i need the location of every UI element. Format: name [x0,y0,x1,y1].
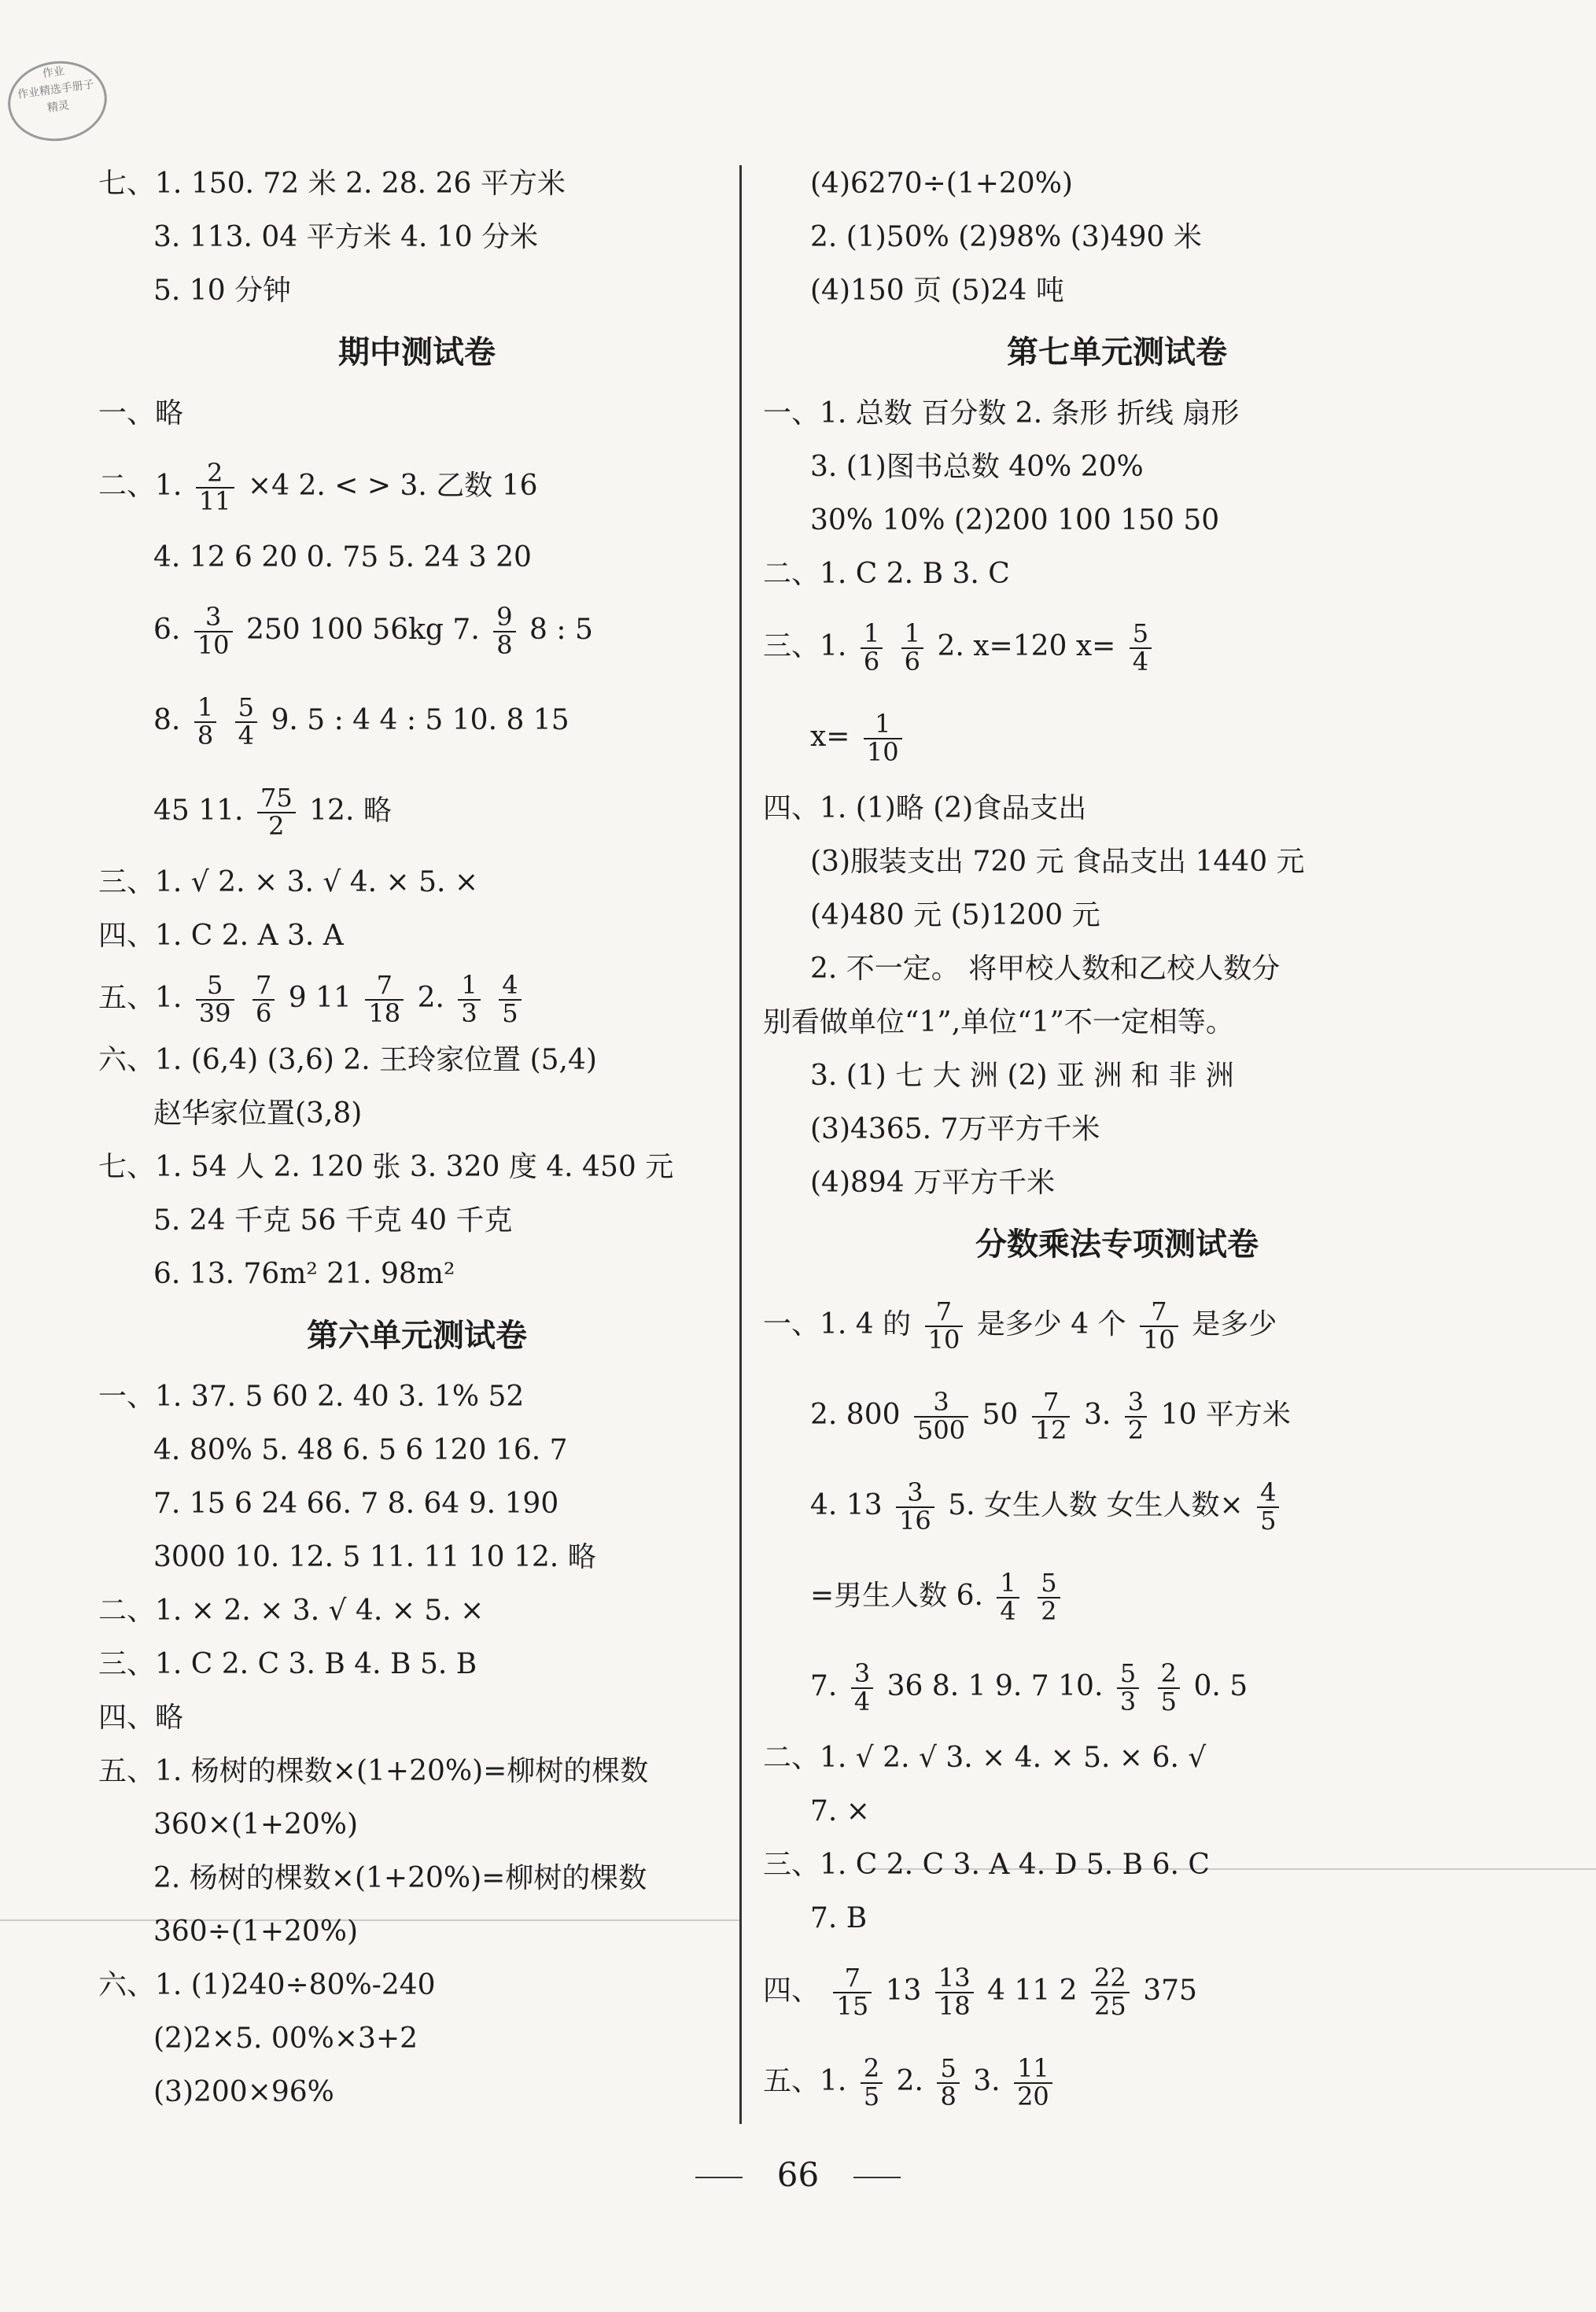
numerator: 3 [194,604,233,632]
denominator: 6 [255,998,272,1028]
numerator: 1 [458,972,480,1001]
footer-dash [695,2177,743,2178]
fraction [1140,1296,1178,1355]
answer-text: 五、1. [98,982,182,1014]
fraction [257,785,296,839]
fraction [196,460,234,514]
answer-line: 7. × [810,1795,870,1827]
answer-text: 一、1. 4 的 [763,1308,912,1340]
numerator: 75 [257,785,296,813]
denominator: 3 [461,998,477,1028]
answer-line: 6. 13. 76m² 21. 98m² [153,1258,455,1290]
answer-line [98,765,735,856]
answer-line: 三、1. √ 2. × 3. √ 4. × 5. × [98,866,479,898]
answer-text: 3. [1083,1399,1111,1431]
answer-line: 二、1. C 2. B 3. C [763,558,1010,590]
answer-text: 0. 5 [1193,1670,1248,1702]
numerator: 3 [851,1661,873,1689]
fraction [194,604,233,658]
numerator: 2 [196,460,234,489]
footer-dash [853,2177,901,2178]
answer-line: 3. (1) 七 大 洲 (2) 亚 洲 和 非 洲 [810,1060,1234,1092]
numerator: 7 [1140,1299,1178,1327]
answer-line [763,1370,1471,1460]
fraction [896,1477,934,1536]
answer-text: 45 11. [153,795,244,827]
fraction [235,692,257,750]
fraction [833,1965,872,2019]
answer-line: 7. B [810,1902,868,1934]
denominator: 16 [899,1506,931,1536]
answer-line: 四、1. (1)略 (2)食品支出 [763,792,1087,824]
denominator: 15 [836,1991,869,2021]
answer-line: 赵华家位置(3,8) [153,1097,363,1130]
denominator: 10 [866,737,899,767]
answer-line: 七、1. 54 人 2. 120 张 3. 320 度 4. 450 元 [98,1151,674,1183]
denominator: 4 [238,721,254,750]
answer-line: 4. 80% 5. 48 6. 5 6 120 16. 7 [153,1434,568,1466]
answer-line: 三、1. C 2. C 3. B 4. B 5. B [98,1648,477,1680]
fraction [901,618,923,677]
answer-line: 30% 10% (2)200 100 150 50 [810,504,1220,537]
answer-text: 250 100 56kg 7. [245,614,480,646]
answer-line: (4)150 页 (5)24 吨 [810,275,1064,307]
denominator: 5 [863,2082,880,2111]
answer-line [763,1945,1471,2036]
answer-line [763,1641,1471,1731]
answer-line: (4)894 万平方千米 [810,1167,1056,1199]
numerator: 7 [365,972,404,1001]
answer-text: 五、1. [763,2065,847,2097]
denominator: 500 [916,1415,966,1445]
fraction [935,1965,974,2019]
answer-text: 375 [1143,1975,1197,2007]
section-heading: 分数乘法专项测试卷 [975,1226,1259,1263]
denominator: 2 [1127,1415,1144,1445]
answer-line: 六、1. (1)240÷80%-240 [98,1969,436,2001]
answer-line: 别看做单位“1”,单位“1”不一定相等。 [763,1006,1234,1038]
answer-text: 13 [885,1975,922,2007]
answer-line [98,584,735,675]
fraction [914,1389,968,1444]
answer-text: ×4 2. < > 3. 乙数 16 [247,470,538,502]
numerator: 2 [1158,1661,1180,1689]
answer-text: 是多少 4 个 [976,1308,1126,1340]
denominator: 8 [496,630,513,660]
answer-line: 2. 杨树的棵数×(1+20%)=柳树的棵数 [153,1862,647,1894]
numerator: 1 [194,695,216,723]
stamp-line-3: 精灵 [46,99,71,115]
numerator: 2 [861,2056,883,2084]
answer-text: 4 11 2 [987,1975,1078,2007]
answer-line [763,1279,1471,1370]
answer-line: 360×(1+20%) [153,1809,359,1841]
denominator: 5 [502,998,518,1028]
answer-line: 一、1. 总数 百分数 2. 条形 折线 扇形 [763,397,1240,430]
fraction [1091,1965,1130,2019]
answer-text: 2. [417,982,444,1014]
answer-line: (4)6270÷(1+20%) [810,168,1073,200]
denominator: 5 [1160,1687,1178,1716]
numerator: 7 [252,972,275,1001]
answer-line: 一、1. 37. 5 60 2. 40 3. 1% 52 [98,1381,525,1413]
denominator: 5 [1260,1506,1277,1536]
answer-line: 5. 24 千克 56 千克 40 千克 [153,1204,513,1237]
answer-line: 二、1. × 2. × 3. √ 4. × 5. × [98,1595,485,1627]
fraction [1117,1658,1139,1716]
numerator: 5 [937,2056,959,2084]
answer-text: 4. 13 [810,1489,883,1521]
fraction [997,1570,1019,1624]
answer-line: 3. 113. 04 平方米 4. 10 分米 [153,221,539,253]
denominator: 12 [1034,1415,1067,1445]
answer-line: 七、1. 150. 72 米 2. 28. 26 平方米 [98,168,566,200]
numerator: 5 [1117,1661,1139,1689]
watermark-stamp [3,55,112,148]
denominator: 4 [1132,647,1149,677]
fraction [1257,1477,1279,1536]
numerator: 1 [997,1570,1019,1598]
answer-text: 8 : 5 [529,614,593,646]
answer-text: 是多少 [1192,1308,1277,1340]
answer-line: (2)2×5. 00%×3+2 [153,2023,418,2055]
fraction [864,711,902,765]
fraction [196,972,234,1027]
fraction [493,604,515,658]
denominator: 2 [268,811,285,841]
left-column [98,157,735,2119]
numerator: 5 [196,972,234,1001]
denominator: 11 [198,486,231,516]
answer-text: 二、1. [98,470,182,502]
fraction [458,972,480,1027]
denominator: 8 [197,721,214,750]
answer-line: (3)200×96% [153,2076,334,2108]
answer-line: 2. 不一定。 将甲校人数和乙校人数分 [810,953,1281,985]
numerator: 3 [896,1480,934,1508]
answer-line: 3. (1)图书总数 40% 20% [810,451,1144,483]
numerator: 5 [235,695,257,723]
answer-text: =男生人数 6. [810,1580,983,1612]
answer-line: 2. (1)50% (2)98% (3)490 米 [810,221,1202,253]
answer-line [763,1551,1471,1641]
denominator: 18 [368,998,401,1028]
answer-line [98,441,735,531]
answer-line: (3)服装支出 720 元 食品支出 1440 元 [810,846,1305,878]
numerator: 22 [1091,1965,1130,1993]
denominator: 10 [197,630,230,660]
fraction [1158,1658,1180,1716]
numerator: 13 [935,1965,974,1993]
answer-line: (3)4365. 7万平方千米 [810,1113,1100,1145]
answer-line: 四、1. C 2. A 3. A [98,920,344,952]
answer-line: 五、1. 杨树的棵数×(1+20%)=柳树的棵数 [98,1755,649,1787]
numerator: 7 [925,1299,964,1327]
numerator: 4 [499,972,521,1001]
fraction [861,618,883,677]
numerator: 3 [914,1389,968,1418]
answer-text: 2. x=120 x= [937,630,1116,662]
fraction [194,692,216,750]
answer-line: 二、1. √ 2. √ 3. × 4. × 5. × 6. √ [763,1742,1207,1774]
answer-line [763,601,1471,691]
answer-line: 5. 10 分钟 [153,275,292,307]
answer-line: 三、1. C 2. C 3. A 4. D 5. B 6. C [763,1849,1210,1881]
answer-text: 三、1. [763,630,847,662]
numerator: 5 [1130,621,1152,649]
fraction [1038,1570,1060,1624]
numerator: 3 [1125,1389,1147,1418]
answer-line: 一、略 [98,397,184,430]
numerator: 5 [1038,1570,1060,1598]
right-column [763,157,1471,2126]
numerator: 4 [1257,1480,1279,1508]
answer-line [98,963,735,1034]
denominator: 6 [904,647,920,677]
column-divider [739,165,742,2124]
denominator: 2 [1041,1596,1057,1626]
answer-line: 六、1. (6,4) (3,6) 2. 王玲家位置 (5,4) [98,1044,597,1076]
denominator: 4 [1000,1596,1016,1626]
numerator: 1 [864,711,902,739]
page-footer [0,2152,1596,2199]
answer-text: 2. [896,2065,923,2097]
fraction [365,972,404,1027]
answer-text: 2. 800 [810,1399,901,1431]
answer-text: 36 8. 1 9. 7 10. [886,1670,1104,1702]
fraction [1130,618,1152,677]
numerator: 9 [493,604,515,632]
denominator: 20 [1017,2082,1049,2111]
fraction [937,2053,959,2111]
stamp-line-1: 作业 [41,65,65,81]
answer-line [763,2036,1471,2126]
answer-text: 8. [153,704,181,736]
fraction [499,972,521,1027]
fraction [1014,2053,1052,2111]
numerator: 1 [901,621,923,649]
fraction [252,972,275,1027]
denominator: 10 [1143,1325,1175,1355]
page-number: 66 [776,2155,820,2194]
answer-line: 360÷(1+20%) [153,1916,359,1948]
denominator: 4 [853,1687,871,1716]
section-heading: 期中测试卷 [338,334,496,371]
answer-text: 9. 5 : 4 4 : 5 10. 8 15 [271,704,569,736]
denominator: 3 [1119,1687,1137,1716]
denominator: 25 [1094,1991,1126,2021]
denominator: 39 [198,998,231,1028]
answer-line: (4)480 元 (5)1200 元 [810,899,1100,931]
denominator: 8 [940,2082,956,2111]
numerator: 11 [1014,2056,1052,2084]
denominator: 18 [938,1991,971,2021]
section-heading: 第六单元测试卷 [307,1318,527,1354]
numerator: 1 [861,621,883,649]
answer-text: 3. [973,2065,1001,2097]
answer-line [763,691,1471,782]
numerator: 7 [1032,1389,1071,1418]
numerator: 7 [833,1965,872,1993]
answer-text: 5. 女生人数 女生人数× [948,1489,1244,1521]
fraction [1032,1389,1071,1444]
answer-line [98,675,735,765]
answer-line: 4. 12 6 20 0. 75 5. 24 3 20 [153,541,532,573]
answer-text: 50 [982,1399,1019,1431]
fraction [861,2053,883,2111]
stamp-line-2: 作业精选手册子 [17,78,95,101]
answer-line: 四、略 [98,1702,184,1734]
answer-text: 12. 略 [309,795,392,827]
answer-line [763,1460,1471,1551]
denominator: 10 [927,1325,960,1355]
answer-text: 10 平方米 [1160,1399,1291,1431]
answer-line: 3000 10. 12. 5 11. 11 10 12. 略 [153,1541,596,1573]
answer-text: 9 11 [288,982,352,1014]
answer-text: 6. [153,614,181,646]
fraction [851,1658,873,1716]
denominator: 6 [863,647,880,677]
answer-text: 四、 [763,1975,820,2007]
answer-text: 7. [810,1670,838,1702]
fraction [1125,1389,1147,1444]
fraction [925,1296,964,1355]
answer-text: x= [810,721,850,753]
section-heading: 第七单元测试卷 [1007,334,1227,371]
answer-line: 7. 15 6 24 66. 7 8. 64 9. 190 [153,1488,559,1520]
